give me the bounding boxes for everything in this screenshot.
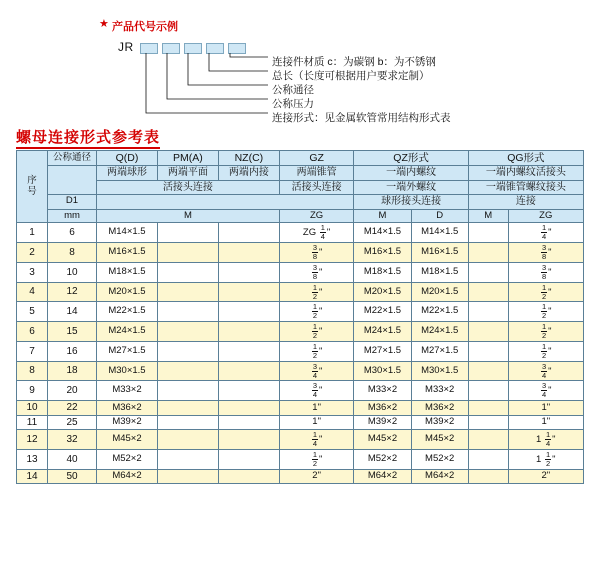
cell-pm bbox=[157, 401, 218, 416]
header-code-q: Q(D) bbox=[97, 151, 158, 166]
cell-gz: $\frac{1}{4}$ " bbox=[279, 430, 354, 450]
table-row bbox=[17, 243, 584, 263]
cell-qg-m bbox=[468, 322, 508, 342]
cell-d1: 32 bbox=[48, 430, 97, 450]
cell-seq: 11 bbox=[17, 415, 48, 430]
cell-nz bbox=[218, 243, 279, 263]
header-sub-qz: 球形接头连接 bbox=[354, 195, 468, 210]
header-code-nz: NZ(C) bbox=[218, 151, 279, 166]
cell-pm bbox=[157, 243, 218, 263]
header-qg-zg: ZG bbox=[508, 209, 583, 223]
header-join-gz: 活接头连接 bbox=[279, 180, 354, 195]
table-row bbox=[17, 262, 584, 282]
cell-d1: 16 bbox=[48, 341, 97, 361]
code-box bbox=[184, 43, 202, 54]
cell-q: M27×1.5 bbox=[97, 341, 158, 361]
cell-qg-zg: $\frac{3}{8}$ " bbox=[508, 243, 583, 263]
legend-title: 产品代号示例 bbox=[112, 21, 178, 33]
cell-qz-m: M14×1.5 bbox=[354, 223, 411, 243]
cell-d1: 22 bbox=[48, 401, 97, 416]
cell-nz bbox=[218, 469, 279, 484]
cell-nz bbox=[218, 302, 279, 322]
cell-pm bbox=[157, 430, 218, 450]
cell-qz-d: M30×1.5 bbox=[411, 361, 468, 381]
cell-qz-m: M36×2 bbox=[354, 401, 411, 416]
cell-q: M36×2 bbox=[97, 401, 158, 416]
cell-nz bbox=[218, 223, 279, 243]
cell-q: M20×1.5 bbox=[97, 282, 158, 302]
cell-q: M39×2 bbox=[97, 415, 158, 430]
table-row bbox=[17, 415, 584, 430]
cell-qz-d: M22×1.5 bbox=[411, 302, 468, 322]
cell-qg-m bbox=[468, 341, 508, 361]
table-row bbox=[17, 322, 584, 342]
cell-qz-m: M24×1.5 bbox=[354, 322, 411, 342]
cell-qz-d: M33×2 bbox=[411, 381, 468, 401]
cell-nz bbox=[218, 282, 279, 302]
cell-d1: 10 bbox=[48, 262, 97, 282]
cell-qz-d: M20×1.5 bbox=[411, 282, 468, 302]
table-head bbox=[17, 151, 584, 223]
cell-d1: 15 bbox=[48, 322, 97, 342]
cell-seq: 2 bbox=[17, 243, 48, 263]
cell-qz-d: M39×2 bbox=[411, 415, 468, 430]
table-row bbox=[17, 361, 584, 381]
cell-qg-m bbox=[468, 430, 508, 450]
cell-d1: 40 bbox=[48, 449, 97, 469]
code-box bbox=[162, 43, 180, 54]
cell-qg-zg: $\frac{3}{4}$ " bbox=[508, 381, 583, 401]
cell-seq: 5 bbox=[17, 302, 48, 322]
header-type-pm: 两端平面 bbox=[157, 166, 218, 181]
header-qz-m: M bbox=[354, 209, 411, 223]
header-qz-d: D bbox=[411, 209, 468, 223]
cell-qz-d: M24×1.5 bbox=[411, 322, 468, 342]
header-qg-m: M bbox=[468, 209, 508, 223]
table-row bbox=[17, 381, 584, 401]
cell-q: M18×1.5 bbox=[97, 262, 158, 282]
table-row bbox=[17, 282, 584, 302]
cell-pm bbox=[157, 341, 218, 361]
cell-pm bbox=[157, 381, 218, 401]
cell-qz-d: M27×1.5 bbox=[411, 341, 468, 361]
cell-gz: 2" bbox=[279, 469, 354, 484]
legend-item-length: 总长（长度可根据用户要求定制） bbox=[272, 70, 430, 82]
cell-q: M45×2 bbox=[97, 430, 158, 450]
table-row bbox=[17, 430, 584, 450]
cell-d1: 50 bbox=[48, 469, 97, 484]
cell-d1: 20 bbox=[48, 381, 97, 401]
cell-seq: 6 bbox=[17, 322, 48, 342]
cell-gz: $\frac{1}{2}$ " bbox=[279, 322, 354, 342]
table-header-row-1 bbox=[17, 151, 584, 166]
cell-gz: 1" bbox=[279, 415, 354, 430]
cell-gz: 1" bbox=[279, 401, 354, 416]
cell-nz bbox=[218, 341, 279, 361]
cell-q: M64×2 bbox=[97, 469, 158, 484]
cell-qz-d: M64×2 bbox=[411, 469, 468, 484]
cell-qz-d: M18×1.5 bbox=[411, 262, 468, 282]
header-code-pm: PM(A) bbox=[157, 151, 218, 166]
cell-pm bbox=[157, 449, 218, 469]
cell-gz: $\frac{3}{8}$ " bbox=[279, 262, 354, 282]
cell-pm bbox=[157, 223, 218, 243]
table-title-text: 螺母连接形式参考表 bbox=[16, 129, 160, 149]
header-sub-qg: 连接 bbox=[468, 195, 583, 210]
header-thread-zg: ZG bbox=[279, 209, 354, 223]
cell-qz-m: M18×1.5 bbox=[354, 262, 411, 282]
header-d1: D1 bbox=[48, 195, 97, 210]
cell-qz-m: M33×2 bbox=[354, 381, 411, 401]
table-row bbox=[17, 302, 584, 322]
cell-seq: 10 bbox=[17, 401, 48, 416]
header-dia-blank bbox=[48, 166, 97, 195]
cell-pm bbox=[157, 302, 218, 322]
cell-seq: 3 bbox=[17, 262, 48, 282]
cell-gz: $\frac{3}{4}$ " bbox=[279, 361, 354, 381]
product-code-boxes bbox=[140, 43, 246, 54]
cell-qg-zg: $\frac{1}{2}$ " bbox=[508, 302, 583, 322]
header-code-qg: QG形式 bbox=[468, 151, 583, 166]
table-header-row-2 bbox=[17, 166, 584, 181]
header-type-nz: 两端内接 bbox=[218, 166, 279, 181]
cell-qz-m: M22×1.5 bbox=[354, 302, 411, 322]
cell-nz bbox=[218, 361, 279, 381]
cell-qz-m: M16×1.5 bbox=[354, 243, 411, 263]
header-join-q: 活接头连接 bbox=[97, 180, 280, 195]
legend-item-material: 连接件材质 c：为碳钢 b：为不锈钢 bbox=[272, 56, 436, 68]
cell-d1: 14 bbox=[48, 302, 97, 322]
cell-q: M16×1.5 bbox=[97, 243, 158, 263]
cell-qg-m bbox=[468, 302, 508, 322]
cell-pm bbox=[157, 415, 218, 430]
cell-nz bbox=[218, 401, 279, 416]
cell-qg-m bbox=[468, 361, 508, 381]
cell-qg-zg: $\frac{1}{2}$ " bbox=[508, 341, 583, 361]
cell-qz-d: M14×1.5 bbox=[411, 223, 468, 243]
legend-item-connection-type: 连接形式：见金属软管常用结构形式表 bbox=[272, 112, 451, 124]
cell-d1: 6 bbox=[48, 223, 97, 243]
legend-item-nominal-pressure: 公称压力 bbox=[272, 98, 314, 110]
header-type-q: 两端球形 bbox=[97, 166, 158, 181]
cell-gz: $\frac{1}{2}$ " bbox=[279, 282, 354, 302]
cell-qz-d: M36×2 bbox=[411, 401, 468, 416]
header-blank-mid bbox=[97, 195, 354, 210]
product-code-legend bbox=[0, 0, 600, 124]
header-code-qz: QZ形式 bbox=[354, 151, 468, 166]
cell-qg-zg: $\frac{1}{4}$ " bbox=[508, 223, 583, 243]
cell-nz bbox=[218, 430, 279, 450]
cell-qg-m bbox=[468, 243, 508, 263]
header-type-qg: 一端内螺纹活接头 bbox=[468, 166, 583, 181]
cell-gz: $\frac{1}{2}$ " bbox=[279, 302, 354, 322]
cell-qg-m bbox=[468, 401, 508, 416]
table-header-row-5 bbox=[17, 209, 584, 223]
table-row bbox=[17, 341, 584, 361]
cell-q: M24×1.5 bbox=[97, 322, 158, 342]
header-thread-m: M bbox=[97, 209, 280, 223]
cell-qz-d: M16×1.5 bbox=[411, 243, 468, 263]
header-unit-mm: mm bbox=[48, 209, 97, 223]
cell-pm bbox=[157, 282, 218, 302]
cell-qg-zg: 1" bbox=[508, 401, 583, 416]
cell-d1: 18 bbox=[48, 361, 97, 381]
cell-nz bbox=[218, 322, 279, 342]
cell-qg-zg: 1" bbox=[508, 415, 583, 430]
cell-nz bbox=[218, 262, 279, 282]
cell-qz-m: M27×1.5 bbox=[354, 341, 411, 361]
cell-pm bbox=[157, 361, 218, 381]
cell-qg-zg: $\frac{3}{4}$ " bbox=[508, 361, 583, 381]
cell-d1: 12 bbox=[48, 282, 97, 302]
star-icon: ★ bbox=[99, 18, 109, 30]
header-type-gz: 两端锥管 bbox=[279, 166, 354, 181]
cell-d1: 8 bbox=[48, 243, 97, 263]
cell-q: M14×1.5 bbox=[97, 223, 158, 243]
code-box bbox=[228, 43, 246, 54]
cell-nz bbox=[218, 449, 279, 469]
cell-seq: 4 bbox=[17, 282, 48, 302]
header-seq: 序 号 bbox=[17, 151, 48, 223]
cell-seq: 12 bbox=[17, 430, 48, 450]
cell-qz-d: M45×2 bbox=[411, 430, 468, 450]
cell-gz: $\frac{3}{4}$ " bbox=[279, 381, 354, 401]
cell-q: M33×2 bbox=[97, 381, 158, 401]
cell-qg-zg: $\frac{1}{2}$ " bbox=[508, 322, 583, 342]
table-row bbox=[17, 223, 584, 243]
table-header-row-3 bbox=[17, 180, 584, 195]
cell-pm bbox=[157, 262, 218, 282]
cell-gz: $\frac{1}{2}$ " bbox=[279, 449, 354, 469]
header-type-qz: 一端内螺纹 bbox=[354, 166, 468, 181]
cell-qg-m bbox=[468, 262, 508, 282]
cell-qg-m bbox=[468, 449, 508, 469]
cell-qz-m: M39×2 bbox=[354, 415, 411, 430]
header-code-gz: GZ bbox=[279, 151, 354, 166]
cell-seq: 7 bbox=[17, 341, 48, 361]
cell-qz-m: M20×1.5 bbox=[354, 282, 411, 302]
cell-qg-m bbox=[468, 381, 508, 401]
legend-item-nominal-diameter: 公称通径 bbox=[272, 84, 314, 96]
cell-qg-m bbox=[468, 415, 508, 430]
table-row bbox=[17, 401, 584, 416]
cell-pm bbox=[157, 469, 218, 484]
cell-qg-zg: 1 $\frac{1}{2}$ " bbox=[508, 449, 583, 469]
nut-connection-reference-table bbox=[16, 150, 584, 484]
cell-nz bbox=[218, 415, 279, 430]
cell-gz: $\frac{1}{2}$ " bbox=[279, 341, 354, 361]
cell-qg-zg: 1 $\frac{1}{4}$ " bbox=[508, 430, 583, 450]
cell-qg-m bbox=[468, 282, 508, 302]
cell-qz-m: M64×2 bbox=[354, 469, 411, 484]
header-join-qz: 一端外螺纹 bbox=[354, 180, 468, 195]
code-box bbox=[206, 43, 224, 54]
cell-qg-m bbox=[468, 223, 508, 243]
cell-seq: 13 bbox=[17, 449, 48, 469]
cell-qg-zg: $\frac{1}{2}$ " bbox=[508, 282, 583, 302]
cell-nz bbox=[218, 381, 279, 401]
header-join-qg: 一端锥管螺纹接头 bbox=[468, 180, 583, 195]
cell-gz: ZG $\frac{1}{4}$ " bbox=[279, 223, 354, 243]
cell-qz-m: M30×1.5 bbox=[354, 361, 411, 381]
table-row bbox=[17, 449, 584, 469]
cell-qg-zg: 2" bbox=[508, 469, 583, 484]
cell-seq: 1 bbox=[17, 223, 48, 243]
cell-pm bbox=[157, 322, 218, 342]
cell-q: M22×1.5 bbox=[97, 302, 158, 322]
cell-d1: 25 bbox=[48, 415, 97, 430]
table-row bbox=[17, 469, 584, 484]
cell-gz: $\frac{3}{8}$ " bbox=[279, 243, 354, 263]
table-header-row-4 bbox=[17, 195, 584, 210]
cell-qz-d: M52×2 bbox=[411, 449, 468, 469]
cell-seq: 9 bbox=[17, 381, 48, 401]
product-code-prefix: JR bbox=[118, 40, 134, 54]
table-body bbox=[17, 223, 584, 484]
cell-q: M52×2 bbox=[97, 449, 158, 469]
code-box bbox=[140, 43, 158, 54]
cell-qg-zg: $\frac{3}{8}$ " bbox=[508, 262, 583, 282]
cell-qz-m: M45×2 bbox=[354, 430, 411, 450]
table-title bbox=[16, 126, 160, 147]
cell-q: M30×1.5 bbox=[97, 361, 158, 381]
cell-qg-m bbox=[468, 469, 508, 484]
header-nominal-diameter: 公称通径 bbox=[48, 151, 97, 166]
cell-seq: 8 bbox=[17, 361, 48, 381]
cell-seq: 14 bbox=[17, 469, 48, 484]
cell-qz-m: M52×2 bbox=[354, 449, 411, 469]
